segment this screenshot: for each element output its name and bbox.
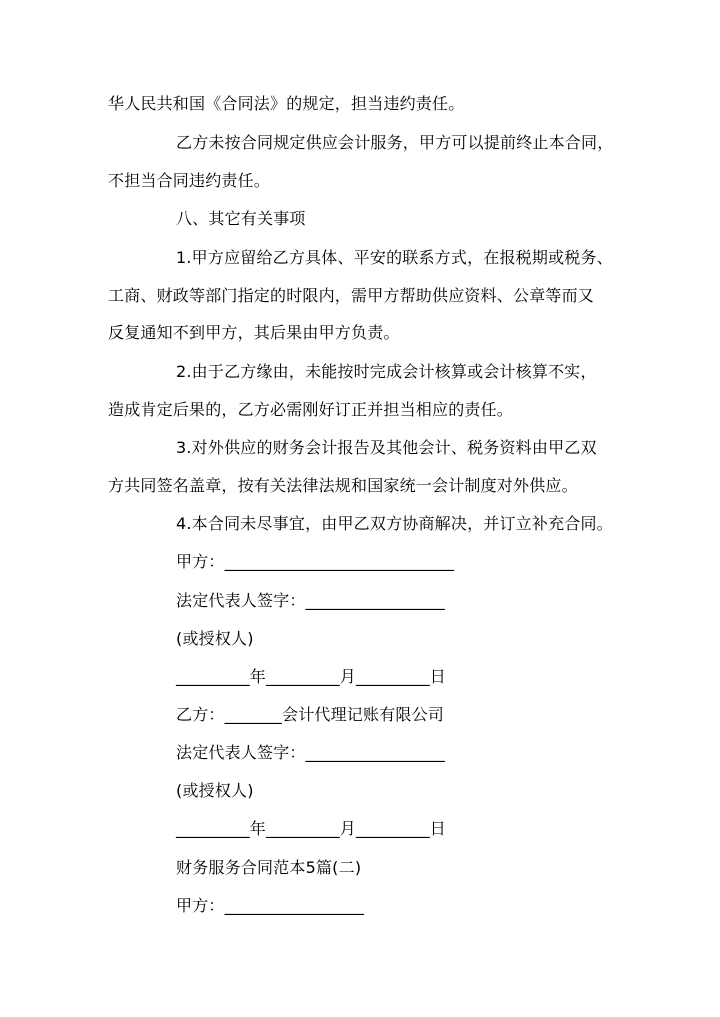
paragraph-line: 反复通知不到甲方，其后果由甲方负责。: [108, 323, 400, 342]
paragraph-line: 工商、财政等部门指定的时限内，需甲方帮助供应资料、公章等而又: [108, 286, 595, 305]
paragraph-line: 华人民共和国《合同法》的规定，担当违约责任。: [108, 94, 465, 113]
date-line: _________年_________月_________日: [176, 667, 446, 686]
paragraph-line: 3.对外供应的财务会计报告及其他会计、税务资料由甲乙双: [176, 438, 597, 457]
signature-line: 法定代表人签字：_________________: [176, 743, 446, 762]
paragraph-line: 造成肯定后果的，乙方必需刚好订正并担当相应的责任。: [108, 400, 514, 419]
paragraph-line: 方共同签名盖章，按有关法律法规和国家统一会计制度对外供应。: [108, 476, 578, 495]
date-line: _________年_________月_________日: [176, 819, 446, 838]
signature-line: 法定代表人签字：_________________: [176, 591, 446, 610]
section-heading: 八、其它有关事项: [176, 209, 306, 228]
paragraph-line: 4.本合同未尽事宜，由甲乙双方协商解决，并订立补充合同。: [176, 514, 613, 533]
authorized-line: (或授权人): [176, 629, 254, 648]
paragraph-line: 1.甲方应留给乙方具体、平安的联系方式，在报税期或税务、: [176, 248, 613, 267]
document-subtitle: 财务服务合同范本5篇(二): [176, 858, 362, 877]
party-a-line: 甲方：____________________________: [176, 552, 455, 571]
paragraph-line: 不担当合同违约责任。: [108, 171, 271, 190]
authorized-line: (或授权人): [176, 781, 254, 800]
party-b-line: 乙方：_______会计代理记账有限公司: [176, 705, 445, 724]
paragraph-line: 2.由于乙方缘由，未能按时完成会计核算或会计核算不实，: [176, 362, 597, 381]
paragraph-line: 乙方未按合同规定供应会计服务，甲方可以提前终止本合同，: [176, 133, 614, 152]
party-a-line: 甲方：_________________: [176, 896, 365, 915]
